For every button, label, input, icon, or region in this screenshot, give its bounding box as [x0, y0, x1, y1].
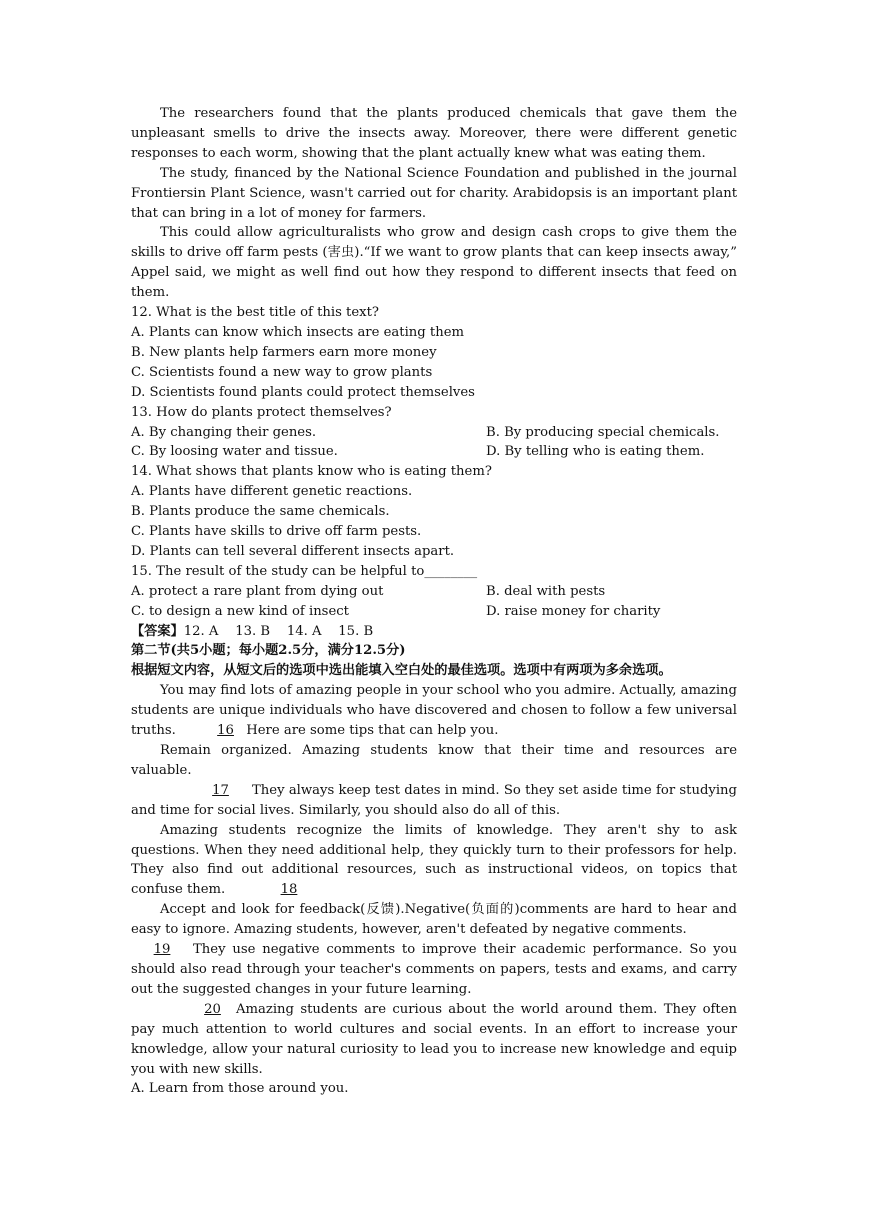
question-option: A. Plants can know which insects are eating them [131, 324, 465, 340]
paragraph-text: Here are some tips that can help you. [242, 723, 499, 739]
paragraph-text: Amazing students recognize the limits of knowledge. They aren't shy to ask questions. When they need additional help, they quickly turn to their professors for help. They also find out additional resources, such as instructional videos, on topics that confuse them. [131, 822, 737, 898]
question-stem: 12. What is the best title of this text? [131, 305, 379, 321]
question-stem: 14. What shows that plants know who is eating them? [131, 464, 492, 480]
option-row [131, 582, 737, 602]
answer-text: 12. A 13. B 14. A 15. B [183, 623, 374, 639]
question-option: D. Plants can tell several different insects apart. [131, 543, 455, 559]
paragraph-text: They use negative comments to improve their academic performance. So you should also read through your teacher's comments on papers, tests and exams, and carry out the suggested changes in your future learning. [131, 942, 737, 997]
option-row [131, 442, 737, 462]
passage-paragraph [131, 781, 737, 821]
blank-17: 17 [212, 782, 229, 798]
passage-paragraph: The researchers found that the plants produced chemicals that gave them the unpleasant smells to drive the insects away. Moreover, there were different genetic responses to each worm, showing that the plant actually knew what was eating them. [131, 106, 737, 161]
question-option: B. By producing special chemicals. [486, 424, 720, 440]
blank-16: 16 [217, 723, 234, 739]
question-option: A. Plants have different genetic reactions. [131, 484, 413, 500]
question-option: A. protect a rare plant from dying out [131, 583, 384, 599]
option-row [131, 423, 737, 443]
question-stem: 13. How do plants protect themselves? [131, 404, 392, 420]
blank-19: 19 [153, 942, 171, 958]
question-option: B. deal with pests [486, 583, 606, 599]
document-page [131, 104, 737, 1099]
answer-line [131, 622, 737, 642]
question-option: C. to design a new kind of insect [131, 603, 349, 619]
question-option: D. raise money for charity [486, 603, 661, 619]
option-line: A. Learn from those around you. [131, 1081, 349, 1097]
paragraph-text: They always keep test dates in mind. So they set aside time for studying and time for social lives. Similarly, you should also do all of this. [131, 782, 737, 818]
passage-paragraph [131, 821, 737, 901]
question-option: C. Scientists found a new way to grow plants [131, 364, 433, 380]
question-option: A. By changing their genes. [131, 424, 317, 440]
question-option: C. By loosing water and tissue. [131, 444, 338, 460]
passage-paragraph [131, 681, 737, 741]
question-stem [131, 562, 737, 582]
paragraph-text: Amazing students are curious about the world around them. They often pay much attention to world cultures and social events. In an effort to increase your knowledge, allow your natural curiosity to lead you to increase new knowledge and equip you with new skills. [131, 1001, 737, 1077]
option-row [131, 602, 737, 622]
question-option: D. Scientists found plants could protect themselves [131, 384, 475, 400]
question-option: B. Plants produce the same chemicals. [131, 504, 390, 520]
passage-paragraph [131, 1000, 737, 1080]
answer-blank: ________ [424, 563, 478, 579]
passage-paragraph: Remain organized. Amazing students know that their time and resources are valuable. [131, 743, 737, 778]
question-option: C. Plants have skills to drive off farm pests. [131, 524, 422, 540]
paragraph-text: You may find lots of amazing people in your school who you admire. Actually, amazing students are unique individuals who have discovered and chosen to follow a few universal truths. [131, 683, 737, 739]
passage-paragraph: This could allow agriculturalists who grow and design cash crops to give them the skills to drive off farm pests (害虫).“If we want to grow plants that can keep insects away,” Appel said, we might as well find out how they respond to different insects that feed on them. [131, 225, 737, 301]
question-option: B. New plants help farmers earn more money [131, 344, 437, 360]
question-stem-text: 15. The result of the study can be helpful to [131, 563, 425, 579]
passage-paragraph: Accept and look for feedback(反馈).Negative(负面的)comments are hard to hear and easy to ignore. Amazing students, however, aren't defeated by negative comments. [131, 902, 737, 938]
question-option: D. By telling who is eating them. [486, 444, 705, 460]
blank-18: 18 [280, 882, 298, 898]
answer-label: 【答案】 [131, 623, 184, 639]
section-instruction: 根据短文内容，从短文后的选项中选出能填入空白处的最佳选项。选项中有两项为多余选项。 [131, 663, 672, 679]
passage-paragraph [131, 940, 737, 1000]
section-heading: 第二节(共5小题；每小题2.5分，满分12.5分) [131, 643, 406, 659]
passage-paragraph: The study, financed by the National Science Foundation and published in the journal Frontiersin Plant Science, wasn't carried out for charity. Arabidopsis is an important plant that can bring in a lot of money for farmers. [131, 165, 737, 221]
blank-20: 20 [204, 1001, 221, 1017]
